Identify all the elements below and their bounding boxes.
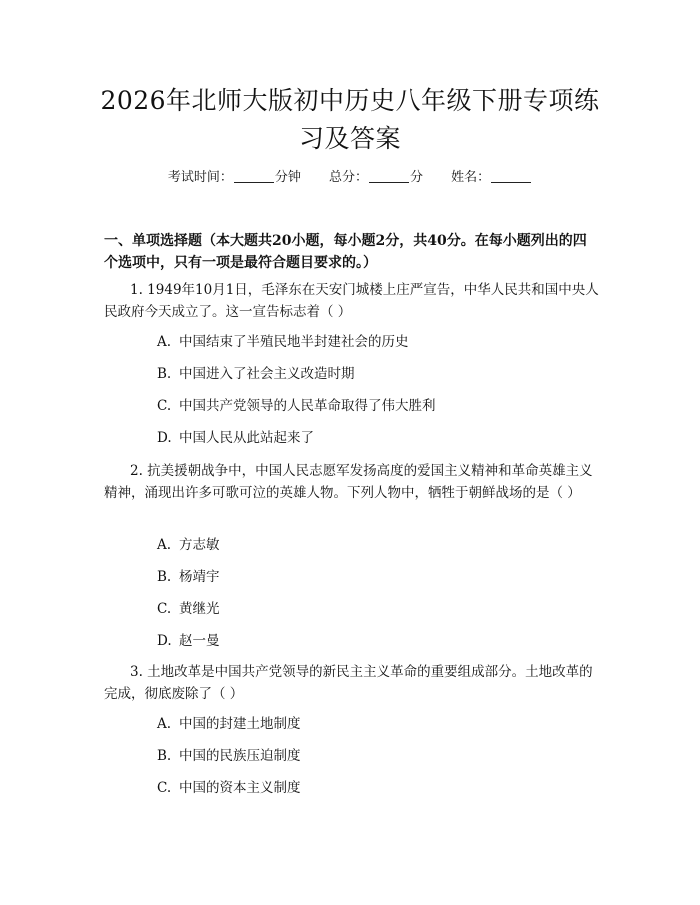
total-score-blank: [369, 168, 409, 183]
total-score-unit: 分: [410, 170, 424, 185]
question-1-stem: 1. 1949年10月1日，毛泽东在天安门城楼上庄严宣告，中华人民共和国中央人民政府今天成立了。这一宣告标志着（ ）: [104, 282, 599, 320]
option-text: 中国的资本主义制度: [179, 780, 301, 796]
option-letter: B.: [157, 748, 172, 764]
option-text: 中国共产党领导的人民革命取得了伟大胜利: [179, 398, 436, 414]
question-2-option-c[interactable]: [157, 599, 597, 619]
exam-time-blank: [234, 168, 274, 183]
section-heading: 一、单项选择题（本大题共20小题，每小题2分，共40分。在每小题列出的四个选项中，只有一项是最符合题目要求的。）: [104, 233, 587, 271]
question-2-stem: 2. 抗美援朝战争中，中国人民志愿军发扬高度的爱国主义精神和革命英雄主义精神，涌现出许多可歌可泣的英雄人物。下列人物中，牺牲于朝鲜战场的是（ ）: [104, 463, 593, 501]
question-3-option-c[interactable]: [157, 778, 597, 798]
option-text: 杨靖宇: [179, 569, 220, 585]
total-score-label: 总分：: [328, 170, 368, 185]
option-letter: D.: [157, 633, 172, 649]
student-name-blank: [491, 168, 531, 183]
option-letter: B.: [157, 569, 172, 585]
option-letter: C.: [157, 780, 172, 796]
question-1-option-a[interactable]: [157, 332, 597, 352]
question-1-option-c[interactable]: [157, 396, 597, 416]
exam-time-unit: 分钟: [274, 170, 301, 185]
total-score-field: [329, 168, 423, 188]
option-text: 中国进入了社会主义改造时期: [179, 366, 355, 382]
option-letter: A.: [157, 537, 172, 553]
student-name-field: [451, 168, 532, 188]
option-letter: B.: [157, 366, 172, 382]
question-2-option-d[interactable]: [157, 631, 597, 651]
student-name-label: 姓名：: [451, 170, 491, 185]
option-text: 方志敏: [179, 537, 220, 553]
exam-time-field: [168, 168, 301, 188]
option-letter: C.: [157, 601, 172, 617]
option-text: 黄继光: [179, 601, 220, 617]
question-2-option-b[interactable]: [157, 567, 597, 587]
option-letter: A.: [157, 334, 172, 350]
question-3-stem: 3. 土地改革是中国共产党领导的新民主主义革命的重要组成部分。土地改革的完成，彻底废除了（ ）: [104, 664, 593, 702]
question-3-option-b[interactable]: [157, 746, 597, 766]
exam-time-label: 考试时间：: [167, 170, 233, 185]
question-2-option-a[interactable]: [157, 535, 597, 555]
question-1-option-b[interactable]: [157, 364, 597, 384]
option-text: 赵一曼: [179, 633, 220, 649]
document-title: 2026年北师大版初中历史八年级下册专项练习及答案: [100, 86, 600, 153]
option-text: 中国的民族压迫制度: [179, 748, 301, 764]
question-1-option-d[interactable]: [157, 428, 597, 448]
exam-info-bar: [0, 168, 700, 188]
option-text: 中国人民从此站起来了: [179, 430, 314, 446]
option-text: 中国的封建土地制度: [179, 716, 301, 732]
option-letter: A.: [157, 716, 172, 732]
question-3-option-a[interactable]: [157, 714, 597, 734]
option-letter: C.: [157, 398, 172, 414]
option-letter: D.: [157, 430, 172, 446]
option-text: 中国结束了半殖民地半封建社会的历史: [179, 334, 409, 350]
